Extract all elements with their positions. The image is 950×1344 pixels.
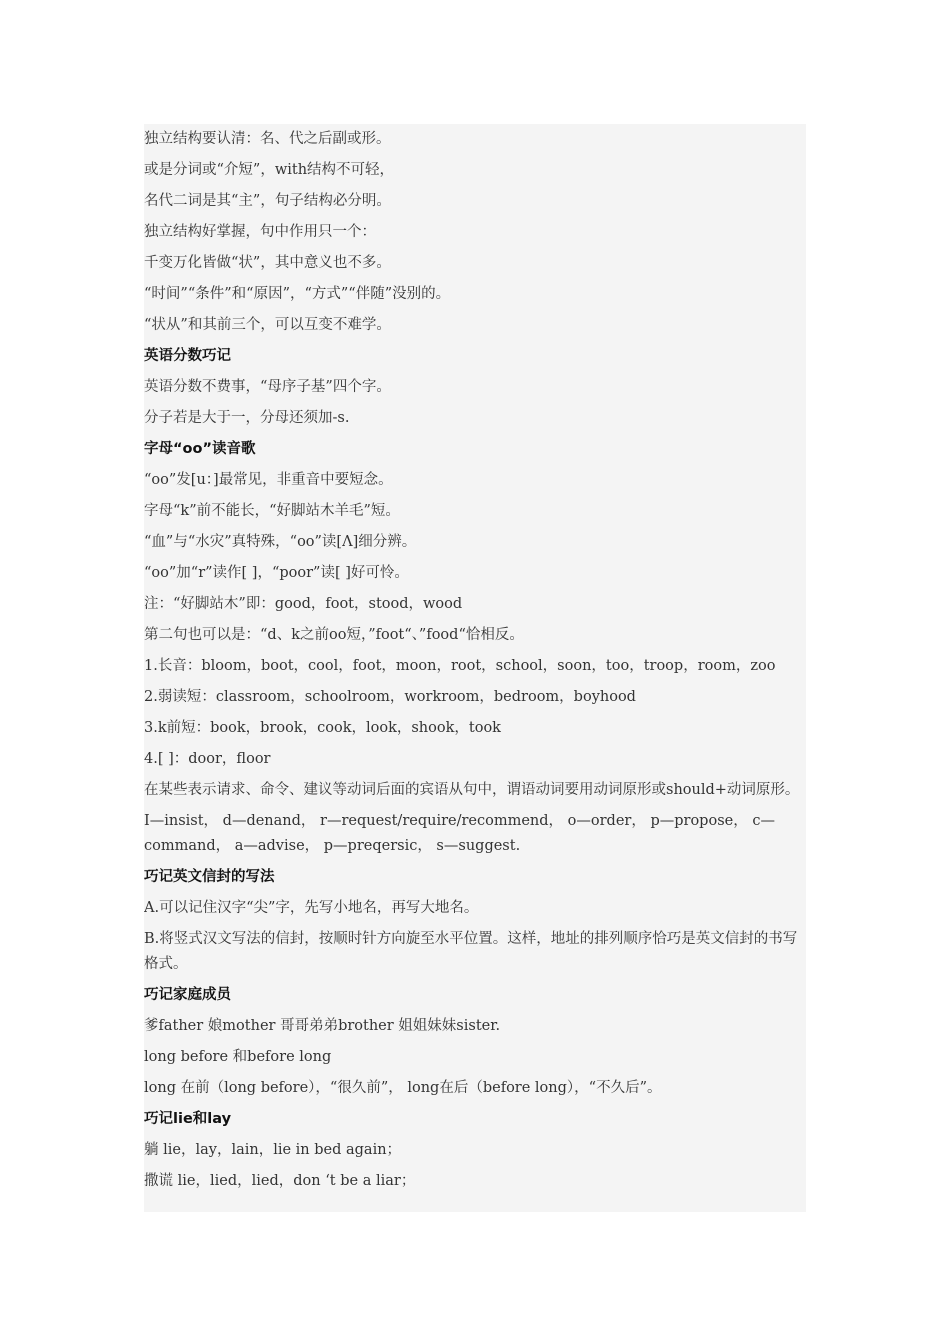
- text-line: long 在前（long before），“很久前”， long在后（before long），“不久后”。: [144, 1080, 662, 1096]
- text-line: 独立结构要认清：名、代之后副或形。: [144, 131, 391, 147]
- text-line: 4.[ ]：door，floor: [144, 751, 271, 767]
- text-line: A.可以记住汉字“尖”字，先写小地名，再写大地名。: [144, 900, 479, 916]
- text-line: 第二句也可以是：“d、k之前oo短，”foot“、”food“恰相反。: [144, 627, 524, 643]
- text-line: long before 和before long: [144, 1049, 332, 1065]
- text-line: 字母“k”前不能长，“好脚站木羊毛”短。: [144, 503, 400, 519]
- text-line: “oo”发[u：]最常见，非重音中要短念。: [144, 472, 393, 488]
- text-paragraph: 在某些表示请求、命令、建议等动词后面的宾语从句中，谓语动词要用动词原形或should+动词原形。: [144, 782, 800, 798]
- text-line: “血”与“水灾”真特殊，“oo”读[Λ]细分辨。: [144, 534, 417, 550]
- text-line: 撒谎 lie，lied，lied，don ‘t be a liar；: [144, 1173, 416, 1189]
- text-paragraph: I—insist， d—denand， r—request/require/recommend， o—order， p—propose， c—command， a—advise， p—preqersic， s—suggest.: [144, 813, 775, 854]
- text-line: “时间”“条件”和“原因”，“方式”“伴随”没别的。: [144, 286, 451, 302]
- section-heading: 巧记lie和lay: [144, 1111, 232, 1127]
- text-line: “oo”加“r”读作[ ]，“poor”读[ ]好可怜。: [144, 565, 409, 581]
- text-line: 名代二词是其“主”，句子结构必分明。: [144, 193, 391, 209]
- section-heading: 字母“oo”读音歌: [144, 441, 256, 457]
- text-line: 独立结构好掌握，句中作用只一个：: [144, 224, 376, 240]
- text-line: 3.k前短：book，brook，cook，look，shook，took: [144, 720, 501, 736]
- section-heading: 巧记英文信封的写法: [144, 869, 275, 885]
- text-paragraph: B.将竖式汉文写法的信封，按顺时针方向旋至水平位置。这样，地址的排列顺序恰巧是英文信封的书写格式。: [144, 931, 798, 972]
- section-heading: 巧记家庭成员: [144, 987, 231, 1003]
- text-line: 注：“好脚站木”即：good，foot，stood，wood: [144, 596, 463, 612]
- text-line: “状从”和其前三个，可以互变不难学。: [144, 317, 391, 333]
- text-line: 千变万化皆做“状”，其中意义也不多。: [144, 255, 391, 271]
- document-body: [144, 124, 806, 1197]
- text-line: 或是分词或“介短”，with结构不可轻，: [144, 162, 395, 178]
- text-line: 1.长音：bloom，boot，cool，foot，moon，root，school，soon，too，troop，room，zoo: [144, 658, 776, 674]
- text-line: 2.弱读短：classroom，schoolroom，workroom，bedroom，boyhood: [144, 689, 636, 705]
- text-line: 躺 lie，lay，lain，lie in bed again；: [144, 1142, 402, 1158]
- text-line: 爹father 娘mother 哥哥弟弟brother 姐姐妹妹sister.: [144, 1018, 501, 1034]
- section-heading: 英语分数巧记: [144, 348, 231, 364]
- text-line: 分子若是大于一，分母还须加-s.: [144, 410, 350, 426]
- text-line: 英语分数不费事，“母序子基”四个字。: [144, 379, 391, 395]
